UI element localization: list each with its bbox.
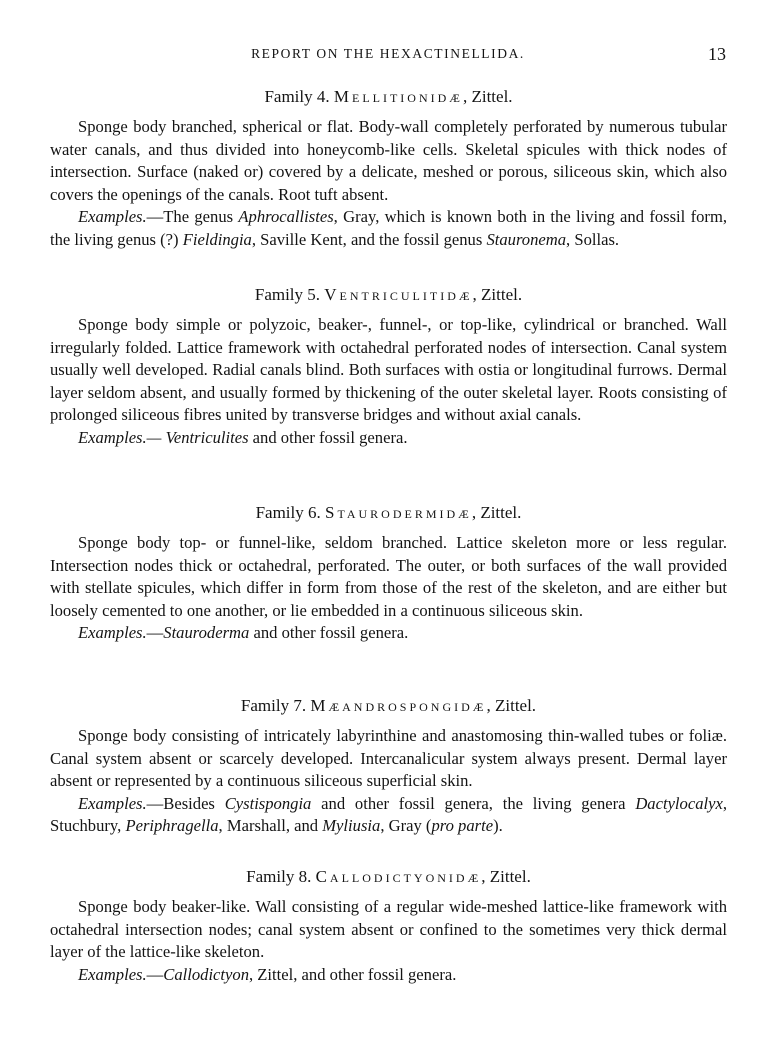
family-heading	[50, 865, 727, 889]
family-examples	[50, 793, 727, 838]
example-text: , Sollas.	[566, 229, 620, 249]
family-examples	[50, 964, 727, 987]
example-italic-text: Cystispongia	[224, 793, 312, 813]
family-authority: , Zittel.	[481, 867, 531, 886]
family-description: Sponge body top- or funnel-like, seldom branched. Lattice skeleton more or less regular. Intersection nodes thick or octahedral, perforated. The outer, or both surfaces of the wall provided with stellate spicules, which differ in form from those of the rest of the skeleton, and are either but loosely cemented to one another, or lie embedded in a continuous siliceous skin.	[50, 533, 727, 620]
family-authority: , Zittel.	[471, 503, 522, 522]
example-text: , Zittel, and other fossil genera.	[249, 964, 457, 984]
family-authority: , Zittel.	[462, 87, 513, 106]
family-name: Staurodermidæ	[325, 503, 472, 522]
family-examples	[50, 206, 727, 251]
page-number: 13	[708, 44, 726, 64]
example-text: —The genus	[146, 207, 239, 227]
example-italic-text: Fieldingia	[182, 229, 252, 249]
family-name: Mæandrospongidæ	[310, 696, 487, 715]
family-number: Family 8.	[246, 867, 312, 886]
page-header	[0, 44, 776, 68]
family-authority: , Zittel.	[472, 285, 523, 304]
family-section-6	[50, 501, 727, 645]
example-text: —Besides	[146, 793, 225, 813]
example-italic-text: Ventriculites	[165, 427, 249, 447]
family-description: Sponge body beaker-like. Wall consisting of a regular wide-meshed lattice-like framework with octahedral intersection nodes; canal system absent or confined to the sometimes very thick dermal layer of the lattice-like skeleton.	[50, 897, 727, 962]
family-name: Callodictyonidæ	[315, 867, 482, 886]
family-name: Mellitionidæ	[333, 87, 463, 106]
family-section-4	[50, 85, 727, 252]
family-section-8	[50, 865, 727, 986]
family-heading	[50, 501, 727, 525]
example-italic-text: Examples.	[78, 207, 147, 227]
example-text: ).	[493, 816, 503, 836]
family-description: Sponge body simple or polyzoic, beaker-, funnel-, or top-like, cylindrical or branched. Wall irregularly folded. Lattice framework with octahedral perforated nodes of intersection. Canal system usually well developed. Radial canals blind. Both surfaces with ostia or longitudinal furrows. Dermal layer seldom absent, and usually formed by thickening of the outer skeletal layer. Roots consisting of prolonged siliceous fibres united by transverse bridges and without axial canals.	[50, 315, 727, 425]
example-italic-text: Aphrocallistes	[238, 207, 334, 227]
example-italic-text: Periphragella	[125, 816, 219, 836]
family-examples	[50, 427, 727, 450]
example-text: and other fossil genera.	[249, 623, 409, 643]
example-italic-text: Examples.—	[78, 427, 166, 447]
example-italic-text: Myliusia	[322, 816, 381, 836]
family-examples	[50, 622, 727, 645]
running-head: REPORT ON THE HEXACTINELLIDA.	[251, 46, 525, 61]
example-text: , Gray (	[380, 816, 432, 836]
example-text: , Gray, which is known both in the living and fossil form, the living genus (?)	[50, 207, 727, 249]
family-number: Family 5.	[254, 285, 321, 304]
family-section-5	[50, 283, 727, 450]
example-text: , Saville Kent, and the fossil genus	[251, 229, 487, 249]
example-text: —	[146, 623, 164, 643]
family-heading	[50, 283, 727, 307]
example-italic-text: Examples.	[78, 964, 147, 984]
family-number: Family 6.	[255, 503, 321, 522]
example-text: —	[146, 964, 164, 984]
family-authority: , Zittel.	[486, 696, 537, 715]
family-number: Family 4.	[264, 87, 330, 106]
example-italic-text: Dactylocalyx	[635, 793, 723, 813]
family-name: Ventriculitidæ	[324, 285, 473, 304]
example-italic-text: Stauronema	[486, 229, 567, 249]
family-description: Sponge body branched, spherical or flat. Body-wall completely perforated by numerous tubular water canals, and thus divided into honeycomb-like cells. Skeletal spicules with thick nodes of intersection. Surface (naked or) covered by a delicate, meshed or porous, siliceous skin, which also covers the openings of the canals. Root tuft absent.	[50, 117, 727, 204]
family-description: Sponge body consisting of intricately labyrinthine and anastomosing thin-walled tubes or foliæ. Canal system absent or scarcely developed. Intercanalicular system always present. Dermal layer absent or represented by a continuous siliceous superficial skin.	[50, 726, 727, 791]
example-italic-text: pro parte	[431, 816, 494, 836]
example-italic-text: Callodictyon	[163, 964, 249, 984]
family-section-7	[50, 694, 727, 838]
example-text: and other fossil genera, the living genera	[311, 793, 636, 813]
example-italic-text: Examples.	[78, 623, 147, 643]
example-italic-text: Stauroderma	[163, 623, 250, 643]
family-heading	[50, 694, 727, 718]
example-text: and other fossil genera.	[248, 427, 408, 447]
family-number: Family 7.	[240, 696, 307, 715]
example-italic-text: Examples.	[78, 793, 147, 813]
example-text: , Marshall, and	[218, 816, 323, 836]
family-heading	[50, 85, 727, 109]
example-text: , Stuchbury,	[50, 793, 727, 836]
